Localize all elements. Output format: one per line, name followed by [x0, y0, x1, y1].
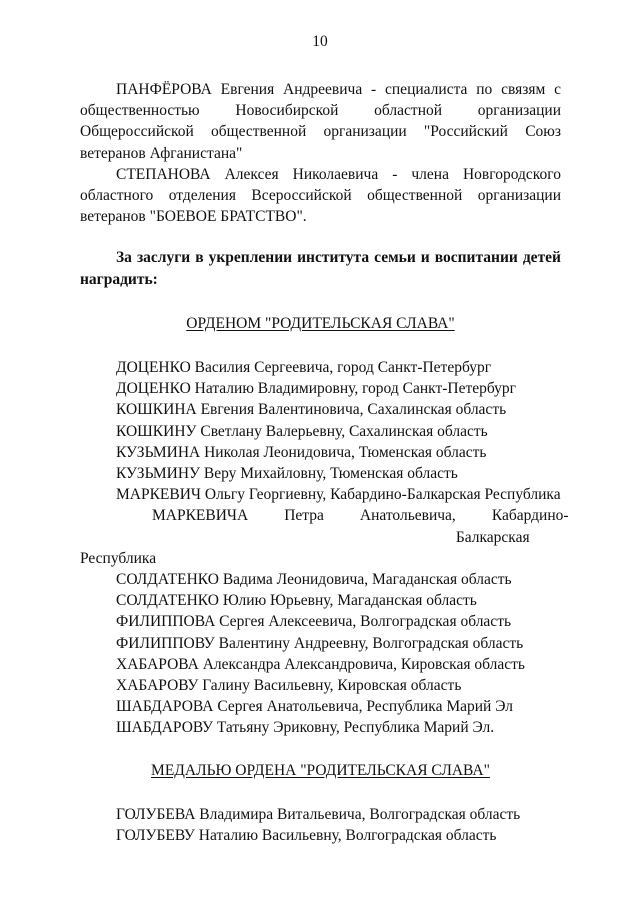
list-item: КУЗЬМИНУ Веру Михайловну, Тюменская область: [116, 465, 458, 483]
list-item: СОЛДАТЕНКО Юлию Юрьевну, Магаданская область: [116, 592, 477, 610]
list-item: ДОЦЕНКО Наталию Владимировну, город Санкт-Петербург: [116, 380, 517, 398]
list-item: СОЛДАТЕНКО Вадима Леонидовича, Магаданская область: [116, 571, 512, 589]
section-heading: За заслуги в укреплении института семьи и воспитании детей наградить:: [80, 249, 561, 288]
list-item-wrapped: [80, 505, 569, 569]
list-item: КОШКИНА Евгения Валентиновича, Сахалинская область: [116, 401, 507, 419]
medal-title: МЕДАЛЬЮ ОРДЕНА "РОДИТЕЛЬСКАЯ СЛАВА": [151, 761, 490, 779]
list-item: КУЗЬМИНА Николая Леонидовича, Тюменская область: [116, 443, 487, 461]
page-number: 10: [312, 33, 328, 50]
list-item: ХАБАРОВУ Галину Васильевну, Кировская область: [116, 677, 462, 695]
intro-paragraph: ПАНФЁРОВА Евгения Андреевича - специалиста по связям с общественностью Новосибирской областной организации Общероссийской общественной организации "Российский Союз ветеранов Афганистана": [80, 81, 561, 162]
wrapped-first-line: [80, 505, 569, 547]
recipient-name: Петра: [284, 507, 324, 525]
list-item: ШАБДАРОВУ Татьяну Эриковну, Республика Марий Эл.: [116, 719, 495, 737]
list-item: МАРКЕВИЧ Ольгу Георгиевну, Кабардино-Балкарская Республика: [116, 486, 561, 504]
list-item: ФИЛИППОВУ Валентину Андреевну, Волгоградская область: [116, 634, 524, 652]
intro-paragraph: СТЕПАНОВА Алексея Николаевича - члена Новгородского областного отделения Всероссийской общественной организации ветеранов "БОЕВОЕ БРАТСТВО".: [80, 165, 561, 226]
order-recipient-list: [80, 357, 569, 739]
recipient-region: Кабардино-Балкарская: [455, 507, 569, 546]
list-item: ФИЛИППОВА Сергея Алексеевича, Волгоградская область: [116, 613, 512, 631]
list-item: ХАБАРОВА Александра Александровича, Кировская область: [116, 655, 525, 673]
recipient-surname: МАРКЕВИЧА: [152, 507, 249, 525]
list-item: ШАБДАРОВА Сергея Анатольевича, Республика Марий Эл: [116, 698, 513, 716]
recipient-patronymic: Анатольевича,: [359, 507, 456, 525]
list-item: ГОЛУБЕВУ Наталию Васильевну, Волгоградская область: [116, 827, 497, 845]
order-title: ОРДЕНОМ "РОДИТЕЛЬСКАЯ СЛАВА": [186, 314, 455, 332]
list-item: ГОЛУБЕВА Владимира Витальевича, Волгоградская область: [116, 805, 521, 823]
document-body: [80, 79, 569, 846]
list-item: КОШКИНУ Светлану Валерьевну, Сахалинская область: [116, 422, 488, 440]
medal-recipient-list: [80, 804, 561, 846]
list-item: ДОЦЕНКО Василия Сергеевича, город Санкт-Петербург: [116, 359, 492, 377]
wrapped-continuation: Республика: [80, 549, 157, 567]
